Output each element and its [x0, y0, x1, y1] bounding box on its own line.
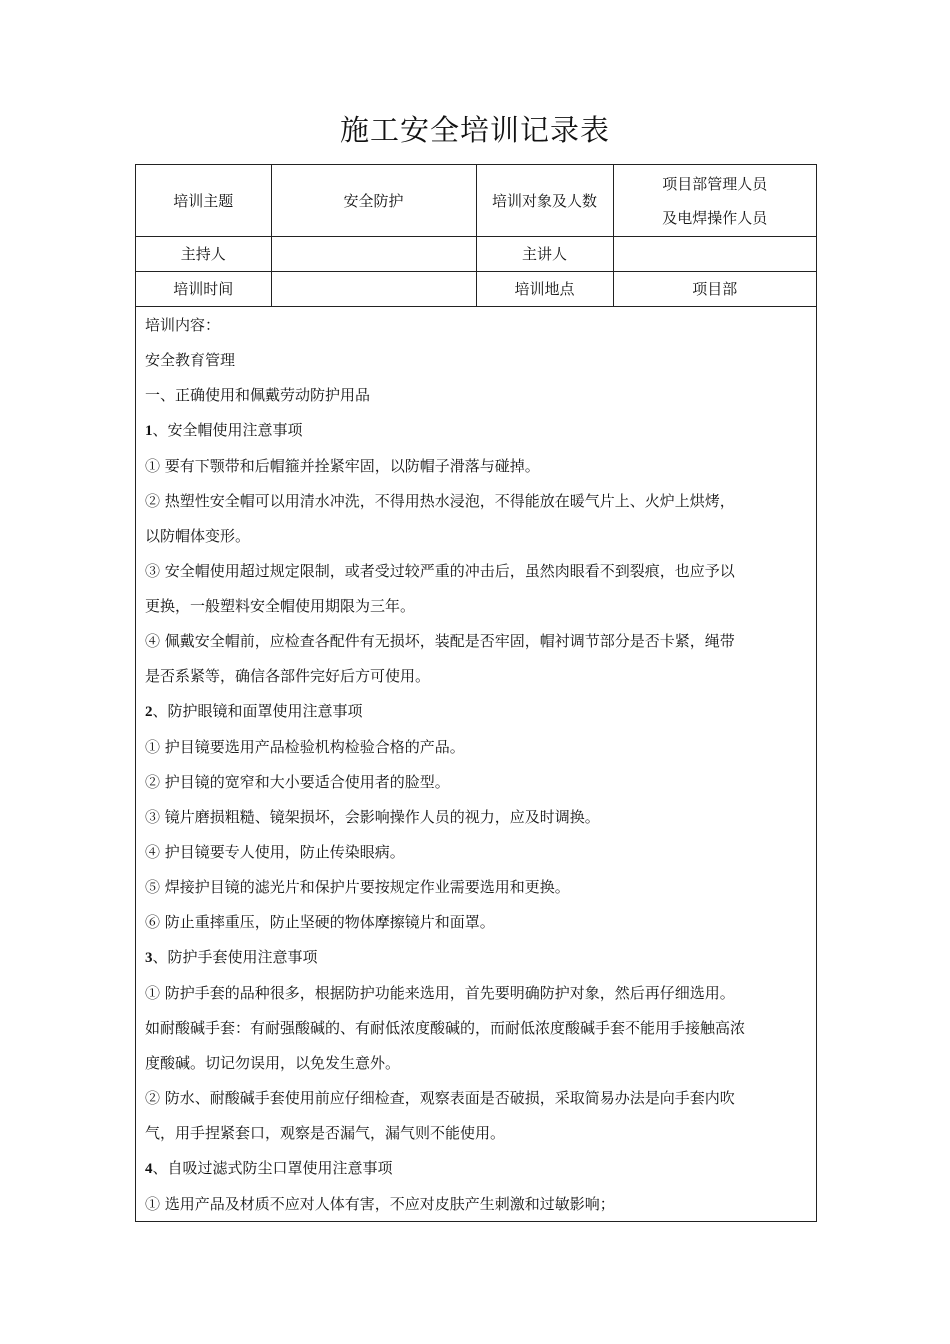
topic-label: 培训主题	[136, 165, 271, 237]
list-item: ③ 安全帽使用超过规定限制，或者受过较严重的冲击后，虽然肉眼看不到裂痕，也应予以	[145, 562, 735, 580]
host-value	[271, 237, 476, 272]
audience-value	[613, 165, 816, 237]
list-item: ① 护目镜要选用产品检验机构检验合格的产品。	[145, 738, 465, 756]
header-row-time	[136, 272, 816, 307]
header-table	[136, 165, 816, 307]
content-label: 培训内容：	[145, 316, 221, 334]
content-heading: 安全教育管理	[145, 351, 236, 369]
subsection-number: 2	[145, 704, 153, 720]
page-title: 施工安全培训记录表	[339, 113, 610, 147]
training-record-form	[135, 164, 817, 1222]
host-label: 主持人	[136, 237, 271, 272]
subsection-text: 、自吸过滤式防尘口罩使用注意事项	[152, 1159, 393, 1177]
subsection-number: 3	[145, 950, 153, 966]
audience-value-line2: 及电焊操作人员	[662, 208, 768, 227]
list-item: ② 防水、耐酸碱手套使用前应仔细检查，观察表面是否破损，采取简易办法是向手套内吹	[145, 1089, 735, 1107]
section-1-title: 一、正确使用和佩戴劳动防护用品	[145, 386, 371, 404]
subsection-4-title	[145, 1151, 808, 1187]
audience-label: 培训对象及人数	[476, 165, 613, 237]
time-value	[271, 272, 476, 307]
list-item: 气，用手捏紧套口，观察是否漏气，漏气则不能使用。	[145, 1124, 506, 1142]
list-item: 是否系紧等，确信各部件完好后方可使用。	[145, 667, 431, 685]
list-item: ④ 佩戴安全帽前，应检查各配件有无损坏，装配是否牢固，帽衬调节部分是否卡紧，绳带	[145, 632, 735, 650]
list-item: ① 防护手套的品种很多，根据防护功能来选用，首先要明确防护对象，然后再仔细选用。	[145, 984, 735, 1002]
list-item: ① 要有下颚带和后帽箍并拴紧牢固，以防帽子滑落与碰掉。	[145, 457, 540, 475]
list-item: ③ 镜片磨损粗糙、镜架损坏，会影响操作人员的视力，应及时调换。	[145, 808, 600, 826]
subsection-text: 、防护眼镜和面罩使用注意事项	[152, 702, 363, 720]
header-row-host	[136, 237, 816, 272]
topic-value: 安全防护	[271, 165, 476, 237]
list-item: 如耐酸碱手套：有耐强酸碱的、有耐低浓度酸碱的，而耐低浓度酸碱手套不能用手接触高浓	[145, 1019, 746, 1037]
subsection-3-title	[145, 940, 808, 976]
subsection-number: 4	[145, 1161, 153, 1177]
list-item: ② 热塑性安全帽可以用清水冲洗，不得用热水浸泡，不得能放在暖气片上、火炉上烘烤，	[145, 492, 735, 510]
header-row-topic	[136, 165, 816, 237]
speaker-label: 主讲人	[476, 237, 613, 272]
subsection-text: 、安全帽使用注意事项	[152, 421, 303, 439]
location-label: 培训地点	[476, 272, 613, 307]
subsection-2-title	[145, 694, 808, 730]
list-item: ① 选用产品及材质不应对人体有害，不应对皮肤产生刺激和过敏影响；	[145, 1195, 615, 1213]
subsection-number: 1	[145, 423, 153, 439]
subsection-text: 、防护手套使用注意事项	[152, 948, 318, 966]
list-item: 以防帽体变形。	[145, 527, 251, 545]
subsection-1-title	[145, 413, 808, 449]
list-item: ⑤ 焊接护目镜的滤光片和保护片要按规定作业需要选用和更换。	[145, 878, 570, 896]
training-content	[136, 308, 816, 1222]
audience-value-line1: 项目部管理人员	[662, 174, 768, 193]
time-label: 培训时间	[136, 272, 271, 307]
list-item: 度酸碱。切记勿误用，以免发生意外。	[145, 1054, 401, 1072]
location-value: 项目部	[613, 272, 816, 307]
list-item: ⑥ 防止重摔重压，防止坚硬的物体摩擦镜片和面罩。	[145, 913, 495, 931]
list-item: 更换，一般塑料安全帽使用期限为三年。	[145, 597, 416, 615]
speaker-value	[613, 237, 816, 272]
list-item: ② 护目镜的宽窄和大小要适合使用者的脸型。	[145, 773, 450, 791]
list-item: ④ 护目镜要专人使用，防止传染眼病。	[145, 843, 405, 861]
